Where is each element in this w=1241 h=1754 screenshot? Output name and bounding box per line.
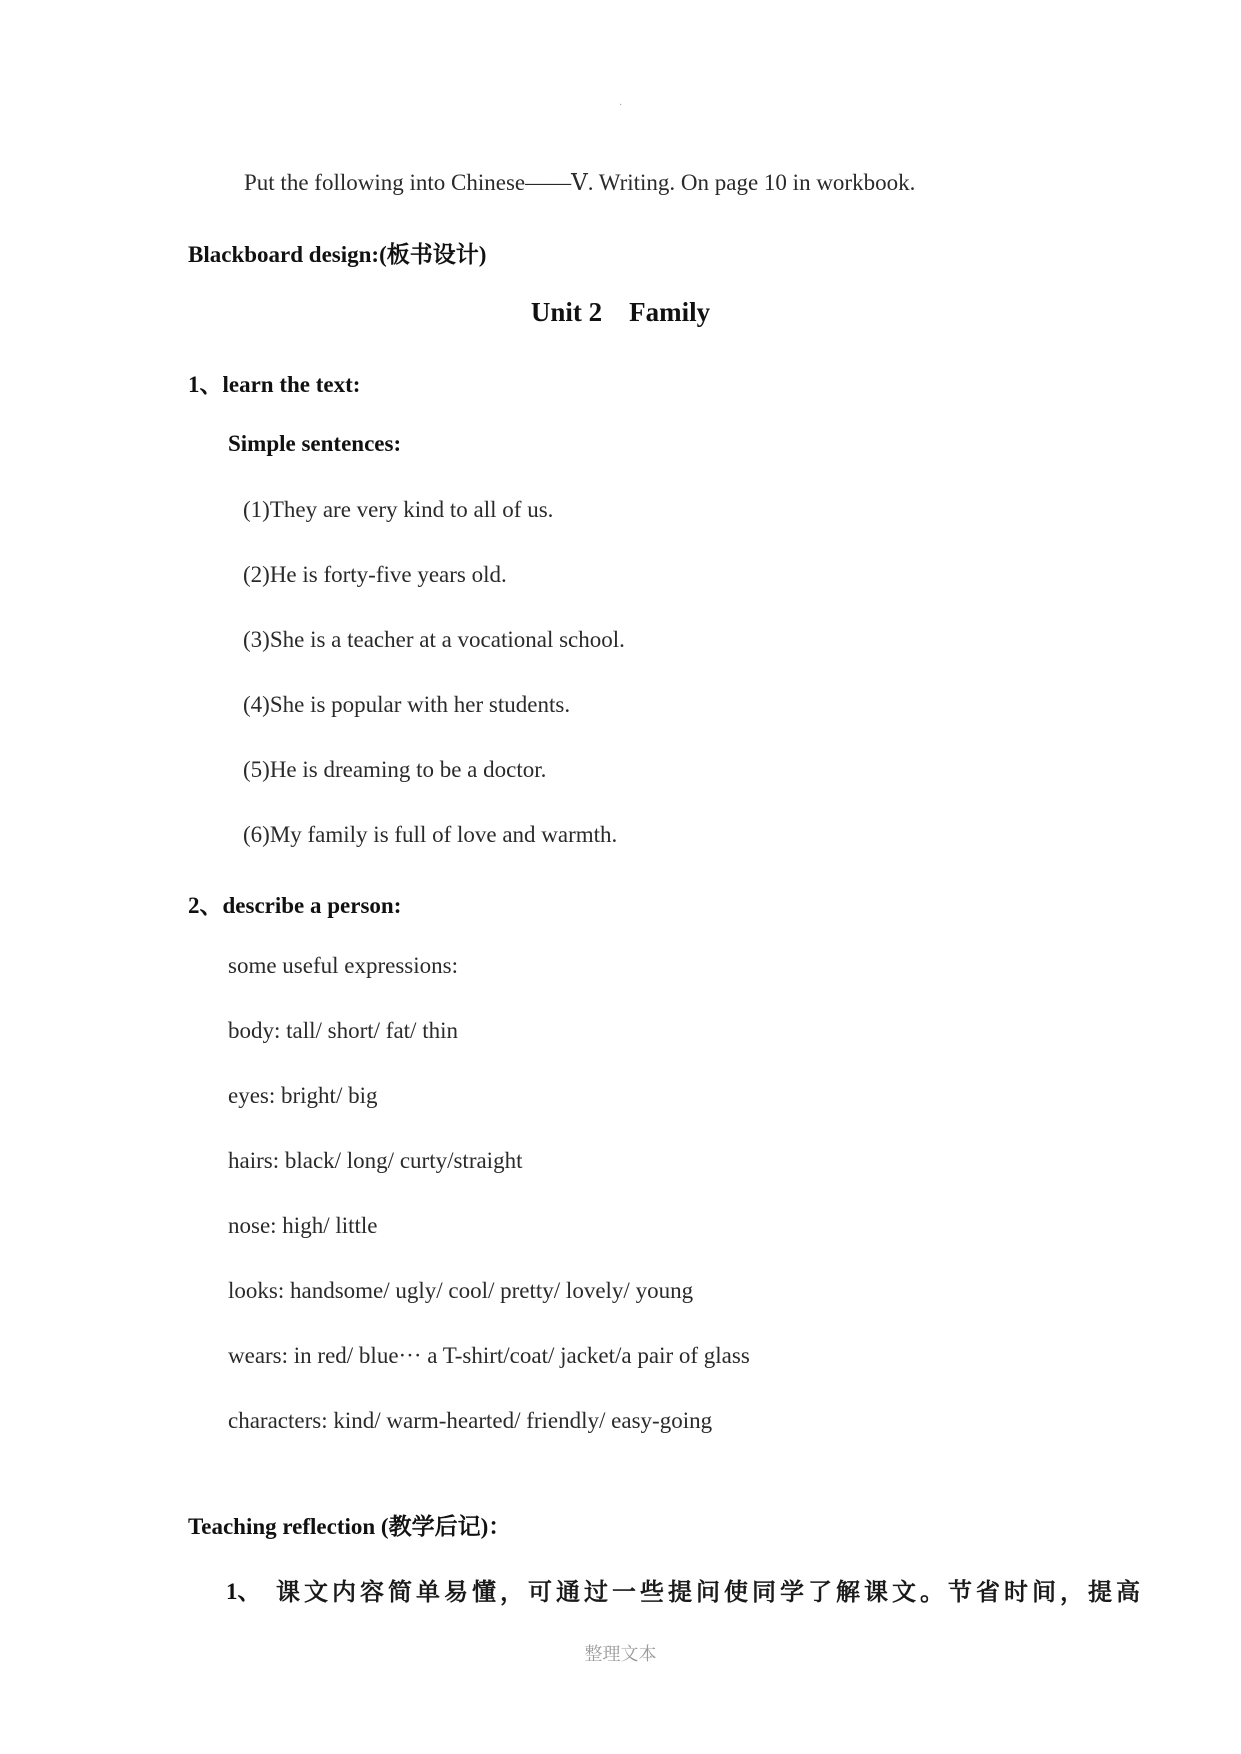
expression-item: nose: high/ little	[228, 1213, 378, 1238]
sentence-item: (2)He is forty-five years old.	[243, 562, 507, 587]
sentence-item: (6)My family is full of love and warmth.	[243, 822, 618, 847]
expression-item: wears: in red/ blue··· a T-shirt/coat/ jacket/a pair of glass	[228, 1343, 750, 1368]
reflection-item-text: 课文内容简单易懂，可通过一些提问使同学了解课文。节省时间，提高	[276, 1578, 1144, 1606]
unit-title: Unit 2 Family	[530, 297, 711, 327]
sentence-item: (1)They are very kind to all of us.	[243, 497, 554, 522]
section1-heading: 1、learn the text:	[188, 372, 361, 397]
sentence-item: (4)She is popular with her students.	[243, 692, 571, 717]
sentence-item: (5)He is dreaming to be a doctor.	[243, 757, 547, 782]
expression-item: hairs: black/ long/ curty/straight	[228, 1148, 523, 1173]
expression-item: some useful expressions:	[228, 953, 458, 978]
header-dot: ·	[619, 100, 623, 111]
intro-line: Put the following into Chinese——Ⅴ. Writing. On page 10 in workbook.	[244, 170, 916, 195]
section2-heading: 2、describe a person:	[188, 893, 402, 918]
expression-item: eyes: bright/ big	[228, 1083, 378, 1108]
section1-subheading: Simple sentences:	[228, 431, 402, 456]
blackboard-heading: Blackboard design:(板书设计)	[188, 242, 487, 267]
expression-item: characters: kind/ warm-hearted/ friendly/ easy-going	[228, 1408, 713, 1433]
sentence-item: (3)She is a teacher at a vocational school.	[243, 627, 625, 652]
reflection-item-number: 1、	[226, 1579, 261, 1604]
expression-item: body: tall/ short/ fat/ thin	[228, 1018, 458, 1043]
reflection-heading: Teaching reflection (教学后记)：	[188, 1514, 512, 1539]
expression-item: looks: handsome/ ugly/ cool/ pretty/ lovely/ young	[228, 1278, 694, 1303]
page-footer: 整理文本	[584, 1644, 657, 1664]
